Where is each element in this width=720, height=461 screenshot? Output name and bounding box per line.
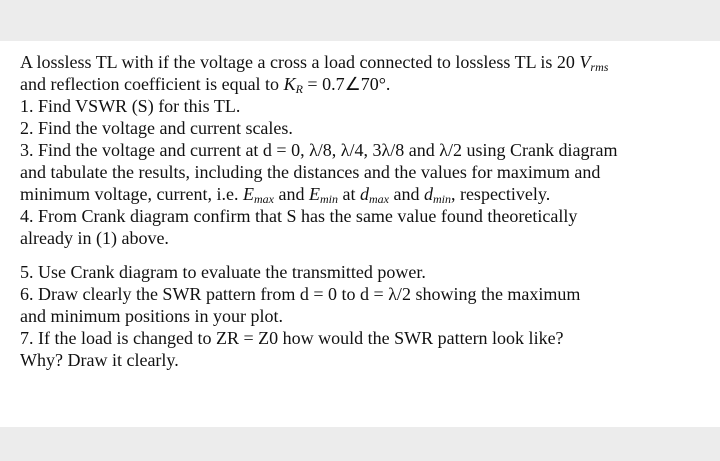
reflection-value: = 0.7∠70°. bbox=[302, 74, 391, 94]
q3-text: minimum voltage, current, i.e. bbox=[20, 184, 243, 204]
respectively-text: , respectively. bbox=[450, 184, 551, 204]
reflection-symbol: K bbox=[283, 74, 296, 94]
problem-sheet bbox=[0, 41, 720, 427]
question-5: 5. Use Crank diagram to evaluate the transmitted power. bbox=[20, 262, 426, 282]
question-7-line-1: 7. If the load is changed to ZR = Z0 how would the SWR pattern look like? bbox=[20, 328, 564, 348]
voltage-symbol: V bbox=[579, 52, 591, 72]
and-text: and bbox=[273, 184, 309, 204]
question-6-line-1: 6. Draw clearly the SWR pattern from d = 0 to d = λ/2 showing the maximum bbox=[20, 284, 581, 304]
intro-text: A lossless TL with if the voltage a cross a load connected to lossless TL is 20 bbox=[20, 52, 580, 72]
question-6-line-2: and minimum positions in your plot. bbox=[20, 306, 284, 326]
question-4-line-2: already in (1) above. bbox=[20, 228, 169, 248]
question-7-line-2: Why? Draw it clearly. bbox=[20, 350, 179, 370]
question-2: 2. Find the voltage and current scales. bbox=[20, 118, 293, 138]
min-subscript-2: min bbox=[432, 192, 451, 206]
intro-text-2: and reflection coefficient is equal to bbox=[20, 74, 284, 94]
intro-line-1 bbox=[20, 51, 608, 75]
intro-line-2 bbox=[20, 73, 390, 97]
e-min-symbol: E bbox=[308, 184, 320, 204]
e-max-symbol: E bbox=[242, 184, 254, 204]
rms-subscript: rms bbox=[590, 60, 609, 74]
question-4-line-1: 4. From Crank diagram confirm that S has the same value found theoretically bbox=[20, 206, 578, 226]
question-3-line-2: and tabulate the results, including the distances and the values for maximum and bbox=[20, 162, 601, 182]
question-1: 1. Find VSWR (S) for this TL. bbox=[20, 96, 241, 116]
question-3-line-3 bbox=[20, 183, 550, 207]
d-min-symbol: d bbox=[423, 184, 433, 204]
min-subscript: min bbox=[319, 192, 338, 206]
and-text-2: and bbox=[388, 184, 424, 204]
r-subscript: R bbox=[295, 82, 303, 96]
question-3-line-1: 3. Find the voltage and current at d = 0, λ/8, λ/4, 3λ/8 and λ/2 using Crank diagram bbox=[20, 140, 618, 160]
d-max-symbol: d bbox=[359, 184, 369, 204]
at-text: at bbox=[337, 184, 360, 204]
max-subscript-2: max bbox=[368, 192, 389, 206]
max-subscript: max bbox=[253, 192, 274, 206]
